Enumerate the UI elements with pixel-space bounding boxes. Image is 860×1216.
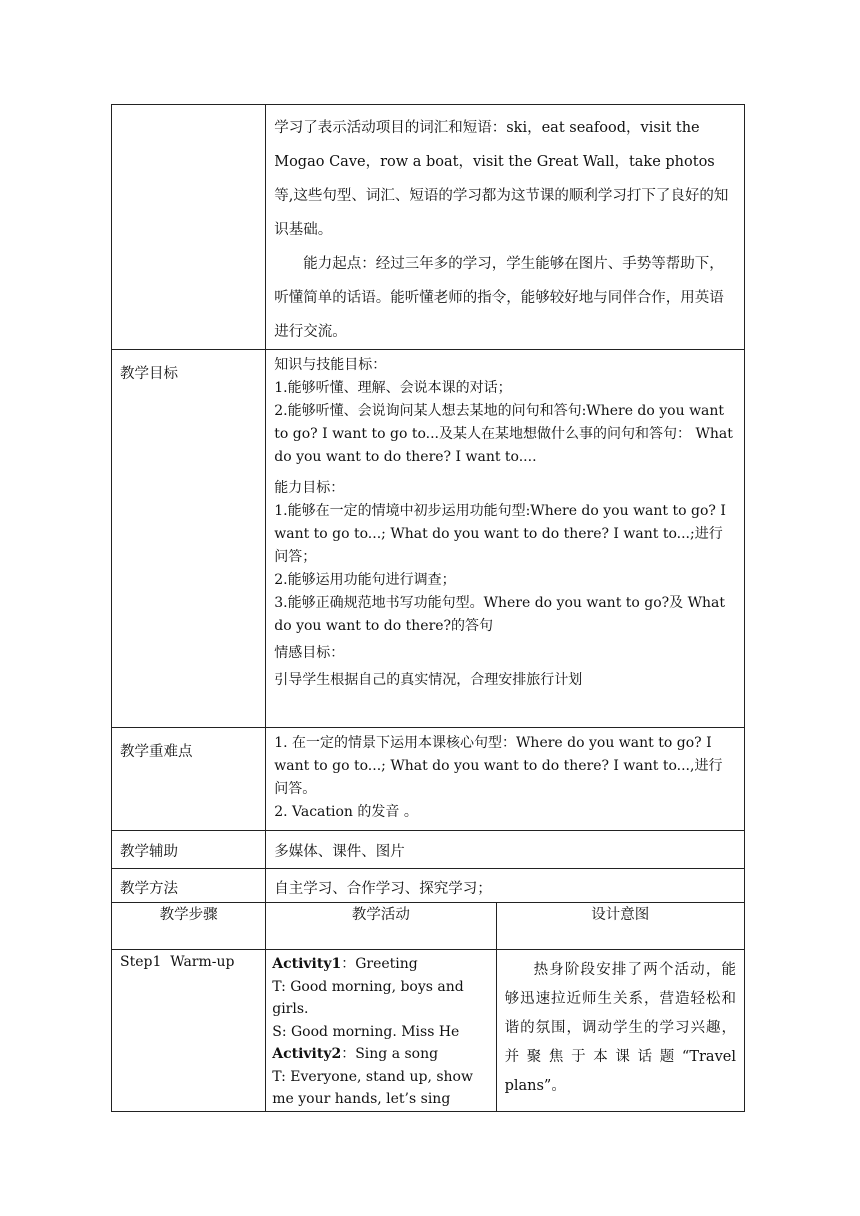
objectives-row xyxy=(112,350,745,728)
header-intent: 设计意图 xyxy=(496,903,744,950)
activity1-rest: ：Greeting xyxy=(341,956,418,972)
activity2-rest: ：Sing a song xyxy=(341,1046,439,1062)
activity1-title: Activity1 xyxy=(272,956,342,972)
dialog-teacher-1: T: Good morning, boys and girls. xyxy=(272,978,464,1017)
emotion-item-1: 引导学生根据自己的真实情况，合理安排旅行计划 xyxy=(274,672,583,688)
intro-paragraph-1: 学习了表示活动项目的词汇和短语：ski，eat seafood，visit the Mogao Cave，row a boat，visit the Great Wall，take photos 等,这些句型、词汇、短语的学习都为这节课的顺利学习打下了良好的知识基础。 xyxy=(274,120,729,238)
ability-item-3: 3.能够正确规范地书写功能句型。Where do you want to go?及 What do you want to do there?的答句 xyxy=(274,595,726,634)
knowledge-item-2: 2.能够听懂、会说询问某人想去某地的问句和答句:Where do you want to go? I want to go to...及某人在某地想做什么事的问句和答句： What do you want to do there? I want to.... xyxy=(274,403,733,465)
activity2-title: Activity2 xyxy=(272,1046,342,1062)
dialog-teacher-2: T: Everyone, stand up, show me your hands, let’s sing xyxy=(272,1068,473,1107)
activity1-line xyxy=(272,953,489,976)
ability-title: 能力目标： xyxy=(274,480,345,496)
intro-row xyxy=(112,105,745,350)
header-steps: 教学步骤 xyxy=(112,903,266,950)
step1-name: Step1 Warm-up xyxy=(112,950,266,1112)
aids-value: 多媒体、课件、图片 xyxy=(266,831,745,869)
intro-paragraph-2: 能力起点：经过三年多的学习，学生能够在图片、手势等帮助下，听懂简单的话语。能听懂老师的指令，能够较好地与同伴合作，用英语进行交流。 xyxy=(274,256,724,340)
ability-item-1: 1.能够在一定的情境中初步运用功能句型:Where do you want to go? I want to go to...; What do you want to do there? I want to...;进行问答； xyxy=(274,503,726,565)
key-point-item-2: 2. Vacation 的发音 。 xyxy=(274,804,418,820)
header-activities: 教学活动 xyxy=(266,903,496,950)
step1-intent: 热身阶段安排了两个活动，能够迅速拉近师生关系，营造轻松和谐的氛围，调动学生的学习兴趣，并聚焦于本课话题“Travel plans”。 xyxy=(496,950,744,1112)
aids-label: 教学辅助 xyxy=(112,831,266,869)
emotion-title: 情感目标： xyxy=(274,645,345,661)
ability-item-2: 2.能够运用功能句进行调查； xyxy=(274,572,456,588)
key-points-row xyxy=(112,728,745,831)
key-points-label: 教学重难点 xyxy=(112,728,266,831)
key-points-content-cell xyxy=(266,728,745,831)
objectives-content-cell xyxy=(266,350,745,728)
steps-header-row xyxy=(112,903,745,950)
step1-row xyxy=(112,950,745,1112)
intro-content-cell xyxy=(266,105,745,350)
lesson-plan-table xyxy=(111,104,745,1112)
methods-row xyxy=(112,869,745,903)
methods-value: 自主学习、合作学习、探究学习； xyxy=(266,869,745,903)
dialog-student-1: S: Good morning. Miss He xyxy=(272,1023,460,1040)
step1-activities xyxy=(266,950,496,1112)
activity2-line xyxy=(272,1043,489,1066)
intro-label-cell xyxy=(112,105,266,350)
objectives-label: 教学目标 xyxy=(112,350,266,728)
key-point-item-1: 1. 在一定的情景下运用本课核心句型：Where do you want to go? I want to go to...; What do you want to do there? I want to...,进行问答。 xyxy=(274,735,723,797)
knowledge-title: 知识与技能目标： xyxy=(274,357,387,373)
methods-label: 教学方法 xyxy=(112,869,266,903)
aids-row xyxy=(112,831,745,869)
knowledge-item-1: 1.能够听懂、理解、会说本课的对话； xyxy=(274,380,512,396)
